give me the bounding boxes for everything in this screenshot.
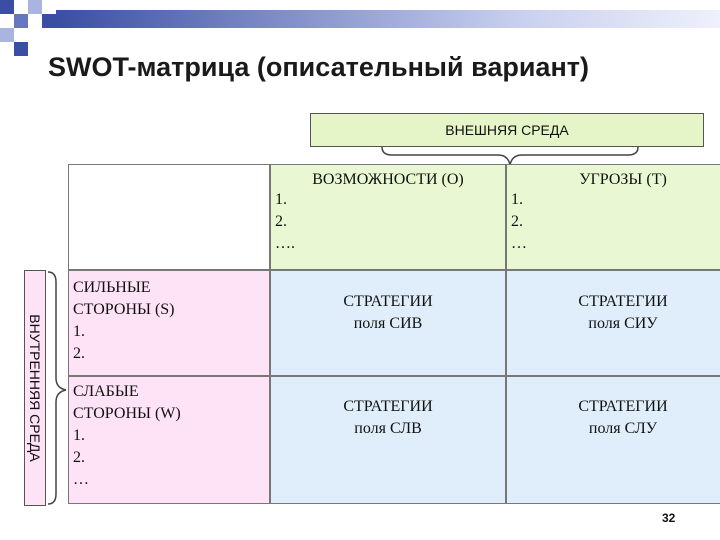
strengths-item: 2. xyxy=(73,345,85,362)
weaknesses-item: 1. xyxy=(73,427,85,444)
external-environment-label: ВНЕШНЯЯ СРЕДА xyxy=(445,122,569,138)
strategy-slv-line2: поля СЛВ xyxy=(354,420,422,437)
weaknesses-cell xyxy=(68,376,270,504)
strengths-title: СТОРОНЫ (S) xyxy=(73,301,175,318)
opportunities-item: 1. xyxy=(275,191,287,208)
deco-square xyxy=(14,42,28,56)
internal-environment-label: ВНУТРЕННЯЯ СРЕДА xyxy=(27,314,43,462)
matrix-corner-cell xyxy=(68,164,270,270)
strategy-slu-line2: поля СЛУ xyxy=(588,420,658,437)
opportunities-cell xyxy=(270,164,506,270)
opportunities-item: …. xyxy=(275,235,295,252)
strengths-item: 1. xyxy=(73,323,85,340)
strategy-slu-cell xyxy=(506,376,720,504)
external-environment-box xyxy=(310,113,704,147)
strategy-siu-line2: поля СИУ xyxy=(588,315,658,332)
strategy-siv-line1: СТРАТЕГИИ xyxy=(343,293,433,310)
deco-square xyxy=(14,14,28,28)
strengths-cell xyxy=(68,270,270,376)
weaknesses-title: СЛАБЫЕ xyxy=(73,383,139,400)
page-title: SWOT-матрица (описательный вариант) xyxy=(48,52,589,82)
page-number: 32 xyxy=(662,511,676,525)
threats-item: … xyxy=(511,235,527,252)
strategy-siv-cell xyxy=(270,270,506,376)
deco-square xyxy=(0,28,14,42)
internal-environment-box xyxy=(24,270,46,506)
deco-square xyxy=(42,14,56,28)
threats-item: 2. xyxy=(511,213,523,230)
strategy-slv-cell xyxy=(270,376,506,504)
strategy-siu-cell xyxy=(506,270,720,376)
strategy-slv-line1: СТРАТЕГИИ xyxy=(343,398,433,415)
opportunities-title: ВОЗМОЖНОСТИ (О) xyxy=(312,171,464,188)
strengths-title: СИЛЬНЫЕ xyxy=(73,279,151,296)
opportunities-item: 2. xyxy=(275,213,287,230)
strategy-siv-line2: поля СИВ xyxy=(353,315,423,332)
internal-brace xyxy=(46,270,68,506)
deco-square xyxy=(0,0,14,14)
weaknesses-item: … xyxy=(73,471,89,488)
threats-item: 1. xyxy=(511,191,523,208)
deco-bar xyxy=(56,10,720,28)
strategy-slu-line1: СТРАТЕГИИ xyxy=(578,398,668,415)
weaknesses-title: СТОРОНЫ (W) xyxy=(73,405,181,422)
deco-square xyxy=(28,0,42,14)
threats-title: УГРОЗЫ (Т) xyxy=(579,171,667,188)
threats-cell xyxy=(506,164,720,270)
weaknesses-item: 2. xyxy=(73,449,85,466)
strategy-siu-line1: СТРАТЕГИИ xyxy=(578,293,668,310)
